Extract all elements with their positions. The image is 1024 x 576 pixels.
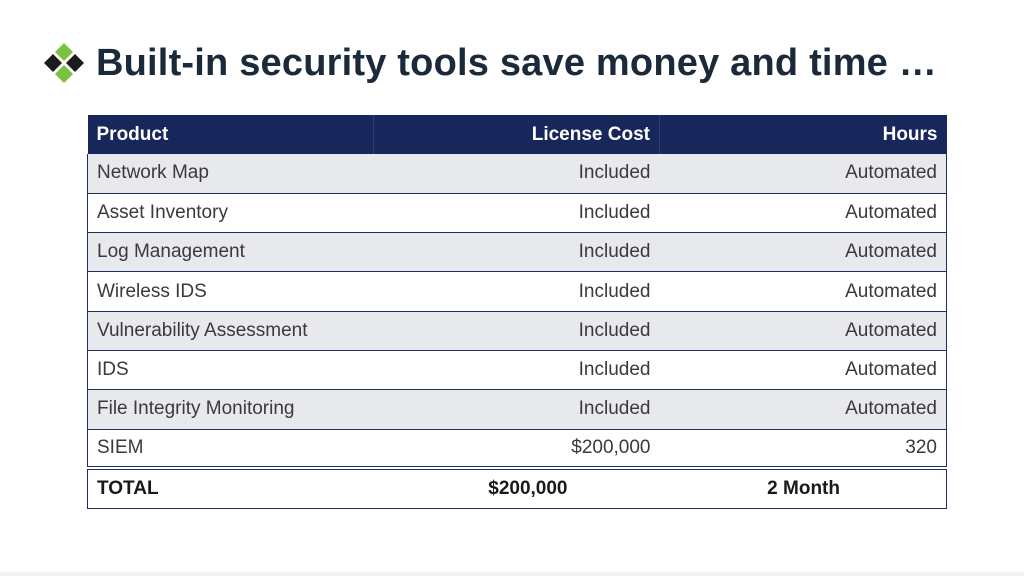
table-total-row xyxy=(88,468,947,508)
table-row xyxy=(88,429,947,468)
cell-product: IDS xyxy=(88,350,374,389)
cell-license-cost: $200,000 xyxy=(374,429,660,468)
cell-license-cost: Included xyxy=(374,154,660,193)
cell-license-cost: Included xyxy=(374,272,660,311)
title-row xyxy=(42,38,937,88)
cell-hours: Automated xyxy=(660,311,947,350)
table-row xyxy=(88,311,947,350)
table-row xyxy=(88,390,947,429)
diamond-logo-icon xyxy=(42,41,86,85)
header-hours: Hours xyxy=(660,115,947,154)
table-row xyxy=(88,193,947,232)
cell-product: Vulnerability Assessment xyxy=(88,311,374,350)
total-label: TOTAL xyxy=(88,468,374,508)
cell-hours: Automated xyxy=(660,350,947,389)
cell-hours: Automated xyxy=(660,272,947,311)
cell-product: SIEM xyxy=(88,429,374,468)
cell-license-cost: Included xyxy=(374,233,660,272)
cell-product: Asset Inventory xyxy=(88,193,374,232)
cell-product: Wireless IDS xyxy=(88,272,374,311)
cell-product: Log Management xyxy=(88,233,374,272)
table-header-row xyxy=(88,115,947,154)
cell-license-cost: Included xyxy=(374,193,660,232)
total-license-cost: $200,000 xyxy=(374,468,660,508)
cell-product: Network Map xyxy=(88,154,374,193)
total-hours: 2 Month xyxy=(660,468,947,508)
cell-hours: Automated xyxy=(660,390,947,429)
header-license-cost: License Cost xyxy=(374,115,660,154)
cell-hours: Automated xyxy=(660,154,947,193)
cell-license-cost: Included xyxy=(374,311,660,350)
cell-license-cost: Included xyxy=(374,350,660,389)
cell-hours: Automated xyxy=(660,193,947,232)
header-product: Product xyxy=(88,115,374,154)
cell-license-cost: Included xyxy=(374,390,660,429)
bottom-divider xyxy=(0,572,1024,576)
table-row xyxy=(88,272,947,311)
table-row xyxy=(88,233,947,272)
cell-hours: Automated xyxy=(660,233,947,272)
slide-title: Built-in security tools save money and time … xyxy=(96,41,937,84)
comparison-table xyxy=(87,115,947,509)
table-row xyxy=(88,350,947,389)
table-row xyxy=(88,154,947,193)
cell-product: File Integrity Monitoring xyxy=(88,390,374,429)
cell-hours: 320 xyxy=(660,429,947,468)
